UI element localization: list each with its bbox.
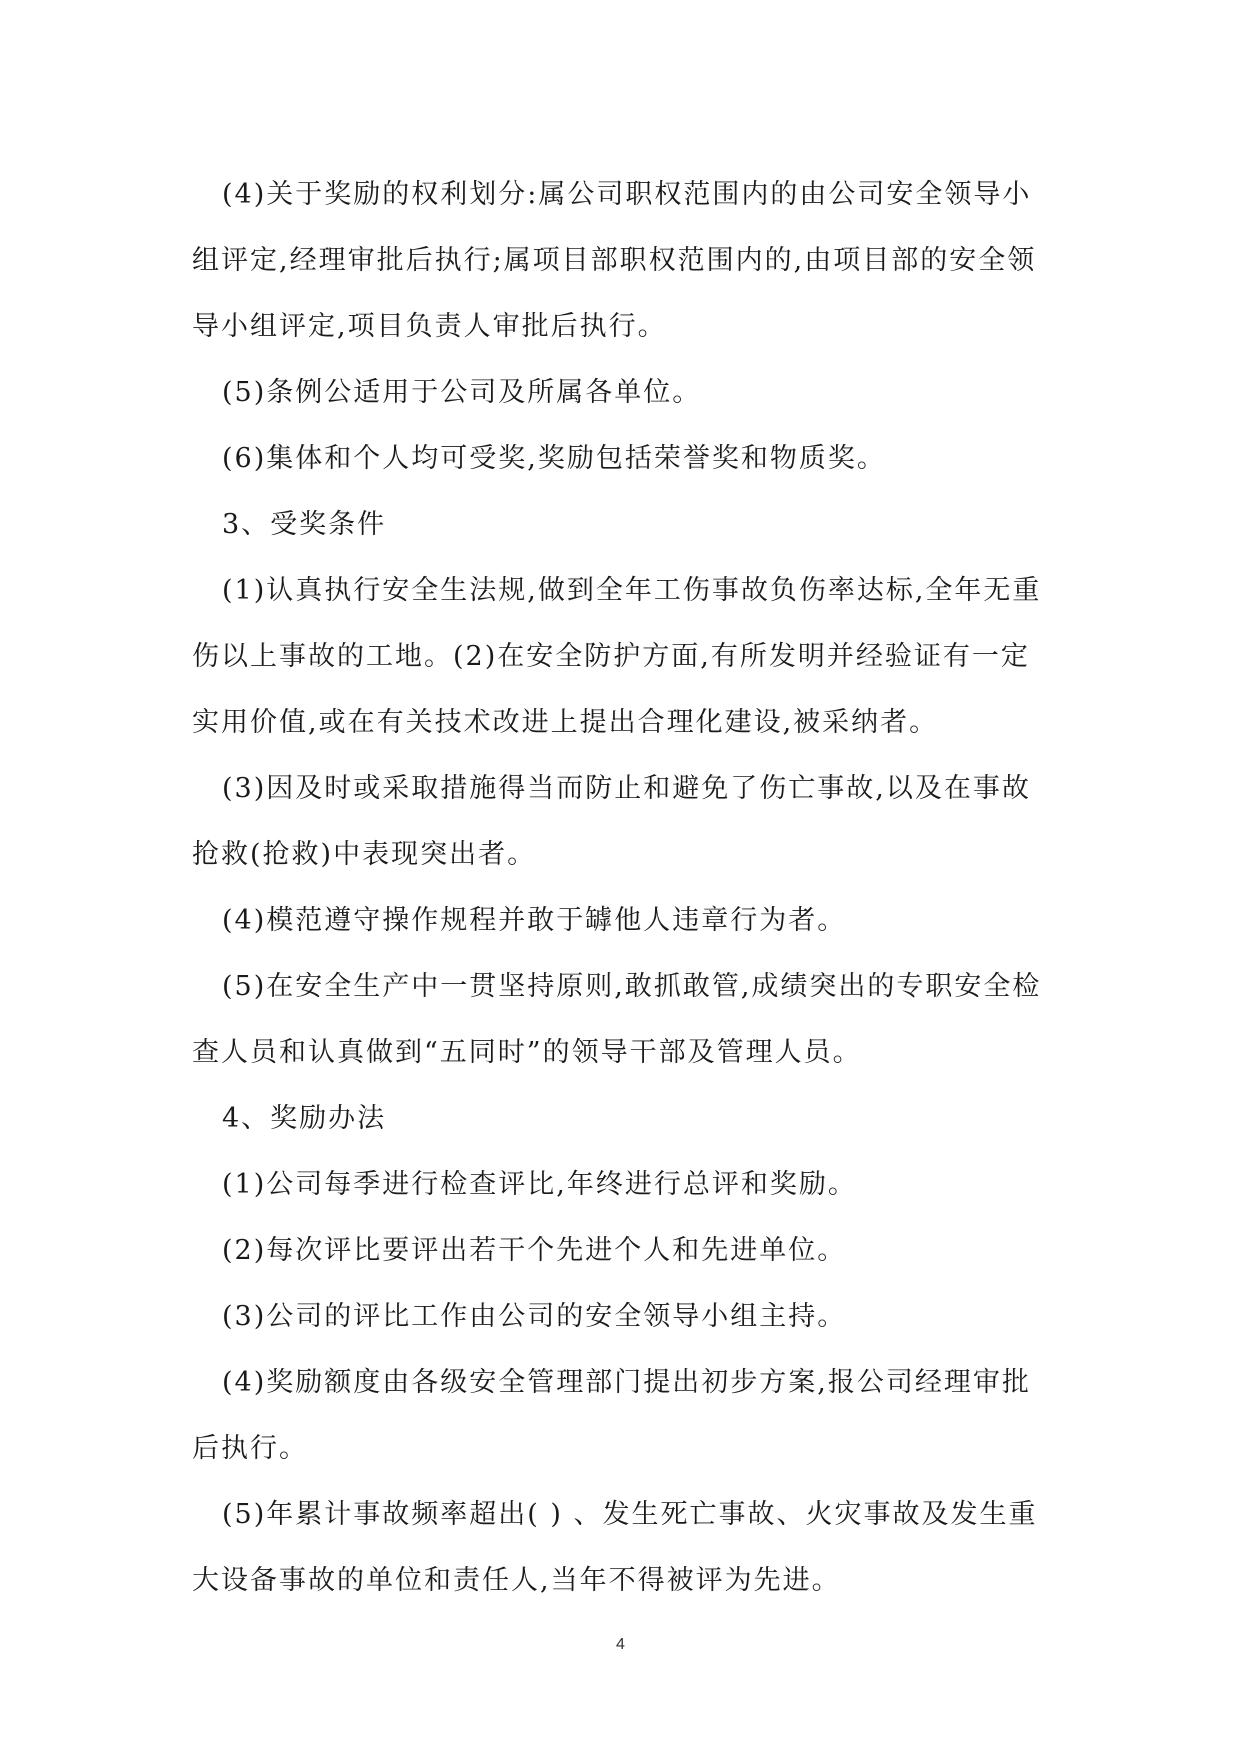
paragraph-reward-types: (6)集体和个人均可受奖,奖励包括荣誉奖和物质奖。 bbox=[222, 443, 886, 474]
document-body bbox=[192, 162, 1050, 1614]
paragraph-condition-1-2: (1)认真执行安全生法规,做到全年工伤事故负伤率达标,全年无重伤以上事故的工地。(2)在安全防护方面,有所发明并经验证有一定实用价值,或在有关技术改进上提出合理化建设,被采纳者。 bbox=[192, 575, 1042, 738]
paragraph-method-3: (3)公司的评比工作由公司的安全领导小组主持。 bbox=[222, 1301, 847, 1332]
paragraph-method-4: (4)奖励额度由各级安全管理部门提出初步方案,报公司经理审批后执行。 bbox=[192, 1367, 1031, 1464]
paragraph-reward-authority: (4)关于奖励的权利划分:属公司职权范围内的由公司安全领导小组评定,经理审批后执行;属项目部职权范围内的,由项目部的安全领导小组评定,项目负责人审批后执行。 bbox=[192, 179, 1037, 342]
paragraph-condition-5: (5)在安全生产中一贯坚持原则,敢抓敢管,成绩突出的专职安全检查人员和认真做到“五同时”的领导干部及管理人员。 bbox=[192, 971, 1042, 1068]
paragraph-method-2: (2)每次评比要评出若干个先进个人和先进单位。 bbox=[222, 1235, 847, 1266]
page-number: 4 bbox=[616, 1636, 625, 1653]
paragraph-scope: (5)条例公适用于公司及所属各单位。 bbox=[222, 377, 702, 408]
section-heading-award-conditions: 3、受奖条件 bbox=[222, 509, 387, 540]
section-heading-reward-methods: 4、奖励办法 bbox=[222, 1103, 387, 1134]
paragraph-condition-3: (3)因及时或采取措施得当而防止和避免了伤亡事故,以及在事故抢救(抢救)中表现突出者。 bbox=[192, 773, 1031, 870]
paragraph-method-5: (5)年累计事故频率超出( ) 、发生死亡事故、火灾事故及发生重大设备事故的单位和责任人,当年不得被评为先进。 bbox=[192, 1499, 1038, 1596]
paragraph-condition-4: (4)模范遵守操作规程并敢于罅他人违章行为者。 bbox=[222, 905, 847, 936]
paragraph-method-1: (1)公司每季进行检查评比,年终进行总评和奖励。 bbox=[222, 1169, 857, 1200]
